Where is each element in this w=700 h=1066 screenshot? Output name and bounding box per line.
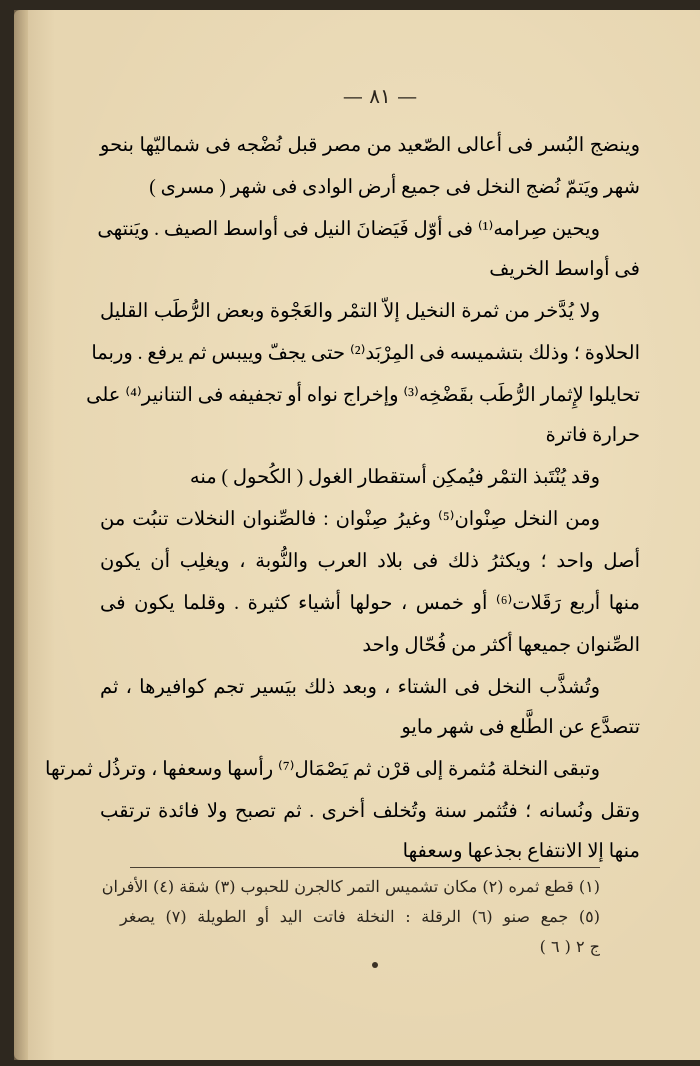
page-number: — ٨١ — xyxy=(342,84,418,108)
body-line: ويحين صِرامه⁽¹⁾ فى أوّل فَيَضانَ النيل فى أواسط الصيف . ويَنتهى xyxy=(97,219,600,240)
body-line: وتبقى النخلة مُثمرة إلى قرْن ثم يَصْمَال⁽⁷⁾ رأسها وسعفها ، وترذُل ثمرتها xyxy=(45,759,600,780)
body-line: فى أواسط الخريف xyxy=(489,259,640,280)
body-line: تحايلوا لإِثمار الرُّطَب بقَضْخِه⁽³⁾ وإخراج نواه أو تجفيفه فى التنانير⁽⁴⁾ على xyxy=(86,385,640,406)
body-line: حرارة فاترة xyxy=(545,425,640,446)
body-line: شهر ويَتمّ نُضج النخل فى جميع أرض الوادى فى شهر ( مسرى ) xyxy=(149,177,640,198)
body-line: ومن النخل صِنْوان⁽⁵⁾ وغيرُ صِنْوان : فالصِّنوان النخلات تنبُت من xyxy=(100,509,600,530)
body-line: وينضج البُسر فى أعالى الصّعيد من مصر قبل نُضْجه فى شماليّها بنحو xyxy=(100,135,640,156)
body-line: ولا يُدَّخر من ثمرة النخيل إلاّ التمْر والعَجْوة وبعض الرُّطَب القليل xyxy=(100,301,600,322)
body-line: منها إلا الانتفاع بجذعها وسعفها xyxy=(402,841,640,862)
body-line: الصِّنوان جميعها أكثر من فُحّال واحد xyxy=(362,635,640,656)
signature-mark: ج ٢ ( ٦ ) xyxy=(539,937,600,956)
footnote-line: (١) قطع ثمره (٢) مكان تشميس التمر كالجرن للحبوب (٣) شقة (٤) الأفران xyxy=(101,877,600,896)
body-line: تتصدَّع عن الطَّلع فى شهر مايو xyxy=(401,717,640,738)
body-line: منها أربع رَقَلات⁽⁶⁾ أو خمس ، حولها أشياء كثيرة . وقلما يكون فى xyxy=(100,593,640,614)
page-gutter xyxy=(14,10,28,1060)
body-line: وتُشذَّب النخل فى الشتاء ، وبعد ذلك بيَسير تجم كوافيرها ، ثم xyxy=(100,677,600,698)
ink-speck xyxy=(372,962,378,968)
body-line: الحلاوة ؛ وذلك بتشميسه فى المِرْبَد⁽²⁾ حتى يجفّ وييبس ثم يرفع . وربما xyxy=(91,343,640,364)
body-line: أصل واحد ؛ ويكثرُ ذلك فى بلاد العرب والنُّوبة ، ويغلِب أن يكون xyxy=(100,551,640,572)
body-line: وقد يُنْتَبذ التمْر فيُمكِن أستقطار الغول ( الكُحول ) منه xyxy=(189,467,600,488)
footnote-line: (٥) جمع صنو (٦) الرقلة : النخلة فاتت اليد أو الطويلة (٧) يصغر xyxy=(120,907,601,926)
footnote-divider xyxy=(130,867,600,868)
body-line: وتقل ونُسانه ؛ فتُثمر سنة وتُخلف أخرى . ثم تصبح ولا فائدة ترتقب xyxy=(100,801,640,822)
